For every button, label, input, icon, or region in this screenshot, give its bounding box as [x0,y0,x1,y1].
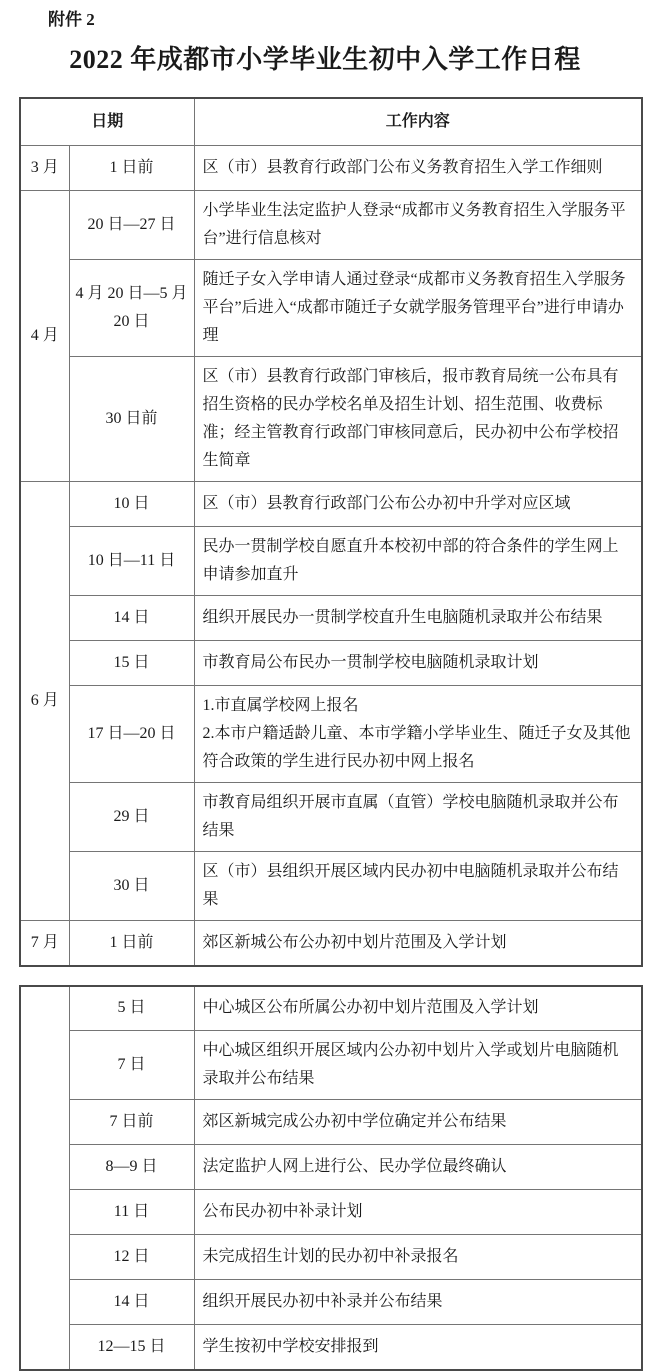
content-cell [194,146,642,191]
content-cell [194,1190,642,1235]
date-cell: 12 日 [69,1235,194,1280]
table-row [20,641,642,686]
table-row [20,146,642,191]
content-cell [194,482,642,527]
attachment-label: 附件 2 [48,10,95,29]
date-cell: 12—15 日 [69,1325,194,1370]
content-cell [194,357,642,482]
schedule-table-continued [19,985,643,1371]
content-cell [194,1100,642,1145]
table-row [20,1031,642,1100]
content-line: 中心城区组织开展区域内公办初中划片入学或划片电脑随机录取并公布结果 [202,1042,619,1087]
date-cell: 7 日 [69,1031,194,1100]
schedule-table-main [19,97,643,967]
table-row [20,986,642,1031]
content-line: 学生按初中学校安排报到 [202,1337,379,1355]
content-cell [194,527,642,596]
table-row [20,1325,642,1370]
content-cell [194,783,642,852]
content-line: 民办一贯制学校自愿直升本校初中部的符合条件的学生网上申请参加直升 [202,538,619,583]
table-row [20,191,642,260]
content-cell [194,641,642,686]
content-cell [194,191,642,260]
content-cell [194,1145,642,1190]
content-line: 市教育局公布民办一贯制学校电脑随机录取计划 [202,654,539,671]
header-row [20,98,642,146]
content-line: 公布民办初中补录计划 [202,1203,363,1220]
date-cell: 7 日前 [69,1100,194,1145]
content-line: 中心城区公布所属公办初中划片范围及入学计划 [202,999,539,1017]
date-cell: 30 日前 [69,357,194,482]
table-row [20,1190,642,1235]
content-line: 市教育局组织开展市直属（直管）学校电脑随机录取并公布结果 [202,794,619,839]
content-line: 小学毕业生法定监护人登录“成都市义务教育招生入学服务平台”进行信息核对 [202,202,626,247]
table-row [20,686,642,783]
date-cell: 8—9 日 [69,1145,194,1190]
date-cell: 17 日—20 日 [69,686,194,783]
table-row [20,921,642,966]
table-row [20,852,642,921]
date-column-header: 日期 [20,98,194,146]
content-line: 2.本市户籍适龄儿童、本市学籍小学毕业生、随迁子女及其他符合政策的学生进行民办初中网上报名 [202,725,631,770]
content-line: 组织开展民办初中补录并公布结果 [202,1293,443,1310]
month-cell: 4 月 [20,191,69,482]
table-row [20,1100,642,1145]
content-line: 区（市）县教育行政部门公布公办初中升学对应区域 [202,495,571,512]
table-row [20,1280,642,1325]
date-cell: 14 日 [69,596,194,641]
date-cell: 15 日 [69,641,194,686]
table-row [20,357,642,482]
table-row [20,527,642,596]
table-row [20,1145,642,1190]
date-cell: 10 日 [69,482,194,527]
content-line: 法定监护人网上进行公、民办学位最终确认 [202,1158,507,1175]
content-cell [194,921,642,966]
content-cell [194,686,642,783]
date-cell: 4 月 20 日—5 月 20 日 [69,260,194,357]
month-cell: 3 月 [20,146,69,191]
month-cell [20,986,69,1370]
content-line: 区（市）县教育行政部门公布义务教育招生入学工作细则 [202,159,603,176]
content-line: 1.市直属学校网上报名 [202,697,359,714]
content-line: 区（市）县教育行政部门审核后，报市教育局统一公布具有招生资格的民办学校名单及招生计划、招生范围、收费标准；经主管教育行政部门审核同意后，民办初中公布学校招生简章 [202,368,619,469]
date-cell: 20 日—27 日 [69,191,194,260]
table-row [20,482,642,527]
content-line: 随迁子女入学申请人通过登录“成都市义务教育招生入学服务平台”后进入“成都市随迁子女就学服务管理平台”进行申请办理 [202,271,626,344]
date-cell: 1 日前 [69,146,194,191]
content-cell [194,852,642,921]
content-cell [194,1280,642,1325]
table-row [20,783,642,852]
date-cell: 5 日 [69,986,194,1031]
content-line: 组织开展民办一贯制学校直升生电脑随机录取并公布结果 [202,609,603,626]
table-row [20,1235,642,1280]
table-row [20,596,642,641]
content-cell [194,986,642,1031]
content-cell [194,596,642,641]
content-line: 未完成招生计划的民办初中补录报名 [202,1248,459,1265]
content-line: 郊区新城公布公办初中划片范围及入学计划 [202,933,507,951]
table-row [20,260,642,357]
schedule-tables [0,97,650,1371]
month-cell: 6 月 [20,482,69,921]
page-title: 2022 年成都市小学毕业生初中入学工作日程 [69,45,581,74]
content-line: 区（市）县组织开展区域内民办初中电脑随机录取并公布结果 [202,863,619,908]
date-cell: 30 日 [69,852,194,921]
content-cell [194,1235,642,1280]
date-cell: 11 日 [69,1190,194,1235]
content-cell [194,260,642,357]
date-cell: 29 日 [69,783,194,852]
date-cell: 10 日—11 日 [69,527,194,596]
date-cell: 14 日 [69,1280,194,1325]
content-line: 郊区新城完成公办初中学位确定并公布结果 [202,1113,507,1130]
content-cell [194,1031,642,1100]
month-cell: 7 月 [20,921,69,966]
content-cell [194,1325,642,1370]
content-column-header: 工作内容 [194,98,642,146]
date-cell: 1 日前 [69,921,194,966]
